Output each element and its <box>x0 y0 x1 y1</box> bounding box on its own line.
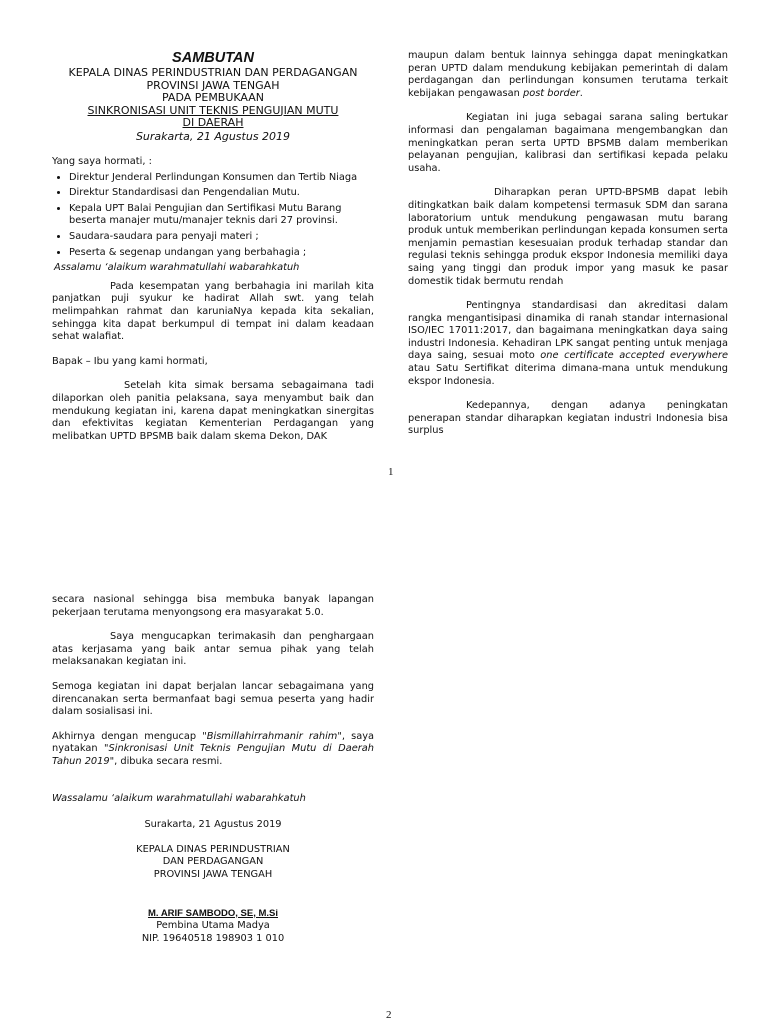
paragraph: Pentingnya standardisasi dan akreditasi dalam rangka mengantisipasi dinamika di ranah standar internasional ISO/IEC 17011:2017, dan bagaimana meningkatkan daya saing industri Indonesia. Kehadiran LPK sangat penting untuk menjaga daya saing, sesuai moto one certificate accepted everywhere atau Satu Sertifikat diterima dimana-mana untuk mendukung ekspor Indonesia. <box>408 300 728 387</box>
list-item: • Direktur Standardisasi dan Pengendalian Mutu. <box>69 187 374 200</box>
greeting: Yang saya hormati, : <box>52 156 152 167</box>
right-column <box>408 50 728 438</box>
signatory-nip: NIP. 19640518 198903 1 010 <box>141 932 285 944</box>
signature-title: PROVINSI JAWA TENGAH <box>153 868 273 880</box>
paragraph: maupun dalam bentuk lainnya sehingga dapat meningkatkan peran UPTD dalam mendukung kebijakan pemerintah di dalam perdagangan dan perlindungan konsumen terutama terkait kebijakan pengawasan post border. <box>408 50 728 99</box>
address-line: Bapak – Ibu yang kami hormati, <box>52 355 208 367</box>
honoree-list <box>52 172 374 260</box>
header-line: KEPALA DINAS PERINDUSTRIAN DAN PERDAGANGAN <box>68 66 358 79</box>
paragraph: Kedepannya, dengan adanya peningkatan penerapan standar diharapkan kegiatan industri Indonesia bisa surplus <box>408 400 728 437</box>
signature-date: Surakarta, 21 Agustus 2019 <box>144 819 282 831</box>
header-line: PADA PEMBUKAAN <box>161 91 265 104</box>
document-title: SAMBUTAN <box>172 50 254 66</box>
list-item: • Peserta & segenap undangan yang berbahagia ; <box>69 247 374 260</box>
page-1 <box>0 50 768 490</box>
document-header <box>52 50 374 143</box>
header-date: Surakarta, 21 Agustus 2019 <box>135 129 291 143</box>
list-item: • Kepala UPT Balai Pengujian dan Sertifikasi Mutu Barang beserta manajer mutu/manajer teknis dari 27 provinsi. <box>69 203 374 228</box>
salam-closing: Wassalamu ‘alaikum warahmatullahi wabarahkatuh <box>52 792 306 804</box>
paragraph: secara nasional sehingga bisa membuka banyak lapangan pekerjaan terutama menyongsong era masyarakat 5.0. <box>52 594 374 618</box>
main-column <box>52 594 374 945</box>
header-event-title: SINKRONISASI UNIT TEKNIS PENGUJIAN MUTU <box>87 103 339 117</box>
page-number: 2 <box>386 1009 392 1021</box>
signature-block <box>52 819 374 945</box>
signature-title: DAN PERDAGANGAN <box>162 856 264 868</box>
paragraph: Kegiatan ini juga sebagai sarana saling bertukar informasi dan pengalaman bagaimana mengembangkan dan meningkatkan peran serta UPTD BPSMB dalam memberikan pelayanan pengujian, kalibrasi dan sertifikasi kepada pelaku usaha. <box>408 112 728 174</box>
header-event-title: DI DAERAH <box>182 116 244 129</box>
signature-title: KEPALA DINAS PERINDUSTRIAN <box>136 843 290 855</box>
paragraph: Semoga kegiatan ini dapat berjalan lancar sebagaimana yang direncanakan serta bermanfaat bagi semua peserta yang hadir dalam sosialisasi ini. <box>52 680 374 718</box>
paragraph: Pada kesempatan yang berbahagia ini marilah kita panjatkan puji syukur ke hadirat Allah swt. yang telah melimpahkan rahmat dan karuniaNya kepada kita sekalian, sehingga kita dapat berkumpul di tempat ini dalam keadaan sehat walafiat. <box>52 280 374 343</box>
paragraph: Diharapkan peran UPTD-BPSMB dapat lebih ditingkatkan baik dalam kompetensi termasuk SDM dan sarana laboratorium untuk mendukung pengawasan mutu barang produk untuk memberikan perlindungan kepada konsumen serta menjamin pemastian kesesuaian produk terhadap standar dan regulasi teknis sehingga produk ekspor Indonesia memiliki daya saing yang tinggi dan produk impor yang masuk ke pasar domestik tidak bermutu rendah <box>408 187 728 287</box>
page-number: 1 <box>388 466 394 478</box>
paragraph: Akhirnya dengan mengucap "Bismillahirrahmanir rahim", saya nyatakan "Sinkronisasi Unit Teknis Pengujian Mutu di Daerah Tahun 2019", dibuka secara resmi. <box>52 730 375 767</box>
list-item: • Saudara-saudara para penyaji materi ; <box>69 231 374 244</box>
paragraph: Saya mengucapkan terimakasih dan penghargaan atas kerjasama yang baik antar semua pihak yang telah melaksanakan kegiatan ini. <box>52 631 374 668</box>
header-line: PROVINSI JAWA TENGAH <box>146 78 280 92</box>
signatory-name: M. ARIF SAMBODO, SE, M.Si <box>147 907 278 919</box>
salam-opening: Assalamu ‘alaikum warahmatullahi wabarahkatuh <box>54 262 300 274</box>
paragraph: Setelah kita simak bersama sebagaimana tadi dilaporkan oleh panitia pelaksana, saya menyambut baik dan mendukung kegiatan ini, karena dapat meningkatkan sinergitas dan efektivitas kegiatan Kementerian Perdagangan yang melibatkan UPTD BPSMB baik dalam skema Dekon, DAK <box>52 380 374 442</box>
signatory-rank: Pembina Utama Madya <box>156 920 270 932</box>
left-column <box>52 50 374 443</box>
page-2 <box>0 594 768 974</box>
list-item: • Direktur Jenderal Perlindungan Konsumen dan Tertib Niaga <box>69 172 374 185</box>
